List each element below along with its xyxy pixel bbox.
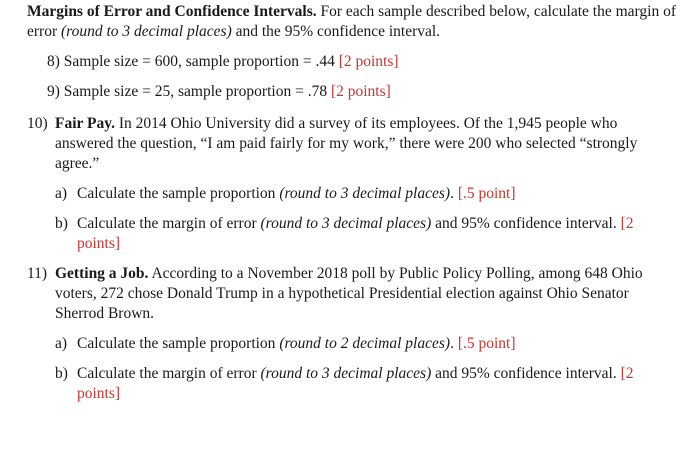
question-11b-letter: b) [55,365,68,382]
question-11-number: 11) [27,265,48,282]
intro-paragraph [27,2,677,42]
question-10b [27,214,677,254]
question-8-points: [2 points] [338,53,399,70]
question-11b [27,364,677,404]
question-9-points: [2 points] [330,83,391,100]
question-11a-after: . [450,335,458,352]
question-10a-rounding: (round to 3 decimal places) [279,185,451,202]
question-8 [47,52,677,72]
question-10b-points: [2 points] [77,215,634,252]
intro-text-end: and the 95% confidence interval. [231,23,441,40]
question-10b-letter: b) [55,215,68,232]
question-10b-after: and 95% confidence interval. [431,215,621,232]
question-11a-letter: a) [55,335,68,352]
question-11a-rounding: (round to 2 decimal places) [279,335,451,352]
question-10a [27,184,677,204]
question-10b-text: Calculate the margin of error [77,215,261,232]
question-10-title: Fair Pay. [55,115,115,132]
question-8-text: 8) Sample size = 600, sample proportion = .44 [47,53,339,70]
question-11b-rounding: (round to 3 decimal places) [260,365,432,382]
question-10a-points: [.5 point] [457,185,516,202]
question-11b-points: [2 points] [77,365,634,402]
intro-text: For each sample described below, calculate the margin of error [27,3,677,40]
question-11-title: Getting a Job. [55,265,149,282]
question-10b-rounding: (round to 3 decimal places) [260,215,432,232]
worksheet [27,2,677,414]
question-11a-text: Calculate the sample proportion [77,335,280,352]
question-10-number: 10) [27,115,48,132]
section-title: Margins of Error and Confidence Intervals. [27,3,317,20]
question-11a [27,334,677,354]
question-11 [27,264,677,324]
question-11-text: According to a November 2018 poll by Public Policy Polling, among 648 Ohio voters, 272 chose Donald Trump in a hypothetical Presidential election against Ohio Senator Sherrod Brown. [55,265,643,322]
question-9 [47,82,677,102]
question-10a-text: Calculate the sample proportion [77,185,280,202]
question-10a-letter: a) [55,185,68,202]
question-10 [27,114,677,174]
question-11b-text: Calculate the margin of error [77,365,261,382]
question-9-text: 9) Sample size = 25, sample proportion = .78 [47,83,331,100]
question-10-body [55,114,677,174]
question-10-text: In 2014 Ohio University did a survey of its employees. Of the 1,945 people who answered the question, “I am paid fairly for my work,” there were 200 who selected “strongly agree.” [55,115,638,172]
intro-rounding-note: (round to 3 decimal places) [61,23,232,40]
question-11-body [55,264,677,324]
question-11a-points: [.5 point] [457,335,516,352]
question-11b-after: and 95% confidence interval. [431,365,621,382]
question-10a-after: . [450,185,458,202]
